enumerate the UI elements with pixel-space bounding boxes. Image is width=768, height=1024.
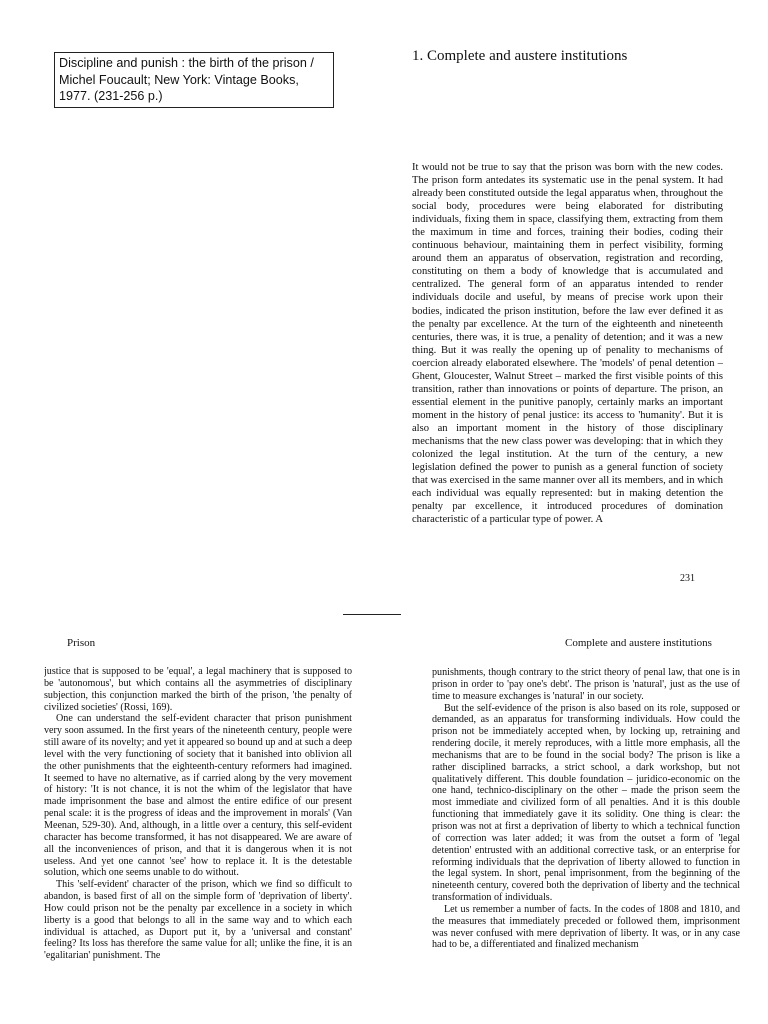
citation-box [54,52,334,108]
paragraph: One can understand the self-evident character that prison punishment very soon assumed. In the first years of the nineteenth century, people were still aware of its novelty; and yet it appeared so bound up and at such a deep level with the very functioning of society that it banished into oblivion all the other punishments that the eighteenth-century reformers had imagined. It seemed to have no alternative, as if carried along by the very movement of history: 'It is not chance, it is not the whim of the legislator that have made imprisonment the base and almost the entire edifice of our present penal scale: it is the progress of ideas and the improvement in morals' (Van Meenan, 529-30). And, although, in a little over a century, this self-evident character has become transformed, it has not disappeared. We are aware of all the inconveniences of prison, and that it is dangerous when it is not useless. And yet one cannot 'see' how to replace it. It is the detestable solution, which one seems unable to do without. [44,713,352,879]
running-head-right: Complete and austere institutions [565,637,712,649]
page-231-body: It would not be true to say that the prison was born with the new codes. The prison form antedates its systematic use in the penal system. It had already been constituted outside the legal apparatus when, throughout the social body, procedures were being elaborated for distributing individuals, fixing them in space, classifying them, extracting from them the maximum in time and forces, training their bodies, coding their continuous behaviour, maintaining them in perfect visibility, forming around them an apparatus of observation, registration and recording, constituting on them a body of knowledge that is accumulated and centralized. The general form of an apparatus intended to render individuals docile and useful, by means of precise work upon their bodies, indicated the prison institution, before the law ever defined it as the penalty par excellence. At the turn of the eighteenth and nineteenth centuries, there was, it is true, a penality of detention; and it was a new thing. But it was really the opening up of penality to mechanisms of coercion already elaborated elsewhere. The 'models' of penal detention – Ghent, Gloucester, Walnut Street – marked the first visible points of this transition, rather than innovations or points of departure. The prison, an essential element in the punitive panoply, certainly marks an important moment in the history of penal justice: its access to 'humanity'. But it is also an important moment in the history of those disciplinary mechanisms that the new class power was developing: that in which they colonized the legal institution. At the turn of the century, a new legislation defined the power to punish as a general function of society that was exercised in the same manner over all its members, and in which each individual was equally represented: but in making detention the penalty par excellence, it introduced procedures of domination characteristic of a particular type of power. A [412,162,723,526]
paragraph: Let us remember a number of facts. In the codes of 1808 and 1810, and the measures that immediately preceded or followed them, imprisonment was never confused with mere deprivation of liberty. It was, or in any case had to be, a differentiated and finalized mechanism [432,903,740,951]
page-number: 231 [680,573,695,584]
paragraph: But the self-evidence of the prison is also based on its role, supposed or demanded, as an apparatus for transforming individuals. How could the prison not be immediately accepted when, by locking up, retraining and rendering docile, it merely reproduces, with a little more emphasis, all the mechanisms that are to be found in the social body? The prison is like a rather disciplined barracks, a strict school, a dark workshop, but not qualitatively different. This double foundation – juridico-economic on the one hand, technico-disciplinary on the other – made the prison seem the most immediate and civilized form of all penalties. And it is this double functioning that immediately gave it its solidity. One thing is clear: the prison was not at first a deprivation of liberty to which a technical function of correction was later added; it was from the outset a form of 'legal detention' entrusted with an additional corrective task, or an enterprise for reforming individuals that the deprivation of liberty allowed to function in the legal system. In short, penal imprisonment, from the beginning of the nineteenth century, covered both the deprivation of liberty and the technical transformation of individuals. [432,702,740,904]
page-divider [343,614,401,615]
left-page-column [44,666,352,1024]
chapter-title: 1. Complete and austere institutions [412,48,628,64]
paragraph: This 'self-evident' character of the prison, which we find so difficult to abandon, is based first of all on the simple form of 'deprivation of liberty'. How could prison not be the penalty par excellence in a society in which liberty is a good that belongs to all in the same way and to which each individual is attached, as Duport put it, by a 'universal and constant' feeling? Its loss has therefore the same value for all; unlike the fine, it is an 'egalitarian' punishment. The [44,879,352,962]
right-page-column [432,667,740,1024]
running-head-left: Prison [67,637,96,649]
citation-text: Discipline and punish : the birth of the prison / Michel Foucault; New York: Vintage Books, 1977. (231-256 p.) [59,56,314,103]
paragraph: justice that is supposed to be 'equal', a legal machinery that is supposed to be 'autonomous', but which contains all the asymmetries of disciplinary subjection, this conjunction marked the birth of the prison, 'the penalty of civilized societies' (Rossi, 169). [44,666,352,713]
paragraph: punishments, though contrary to the strict theory of penal law, that one is in prison in order to 'pay one's debt'. The prison is 'natural', just as the use of time to measure exchanges is 'natural' in our society. [432,667,740,702]
